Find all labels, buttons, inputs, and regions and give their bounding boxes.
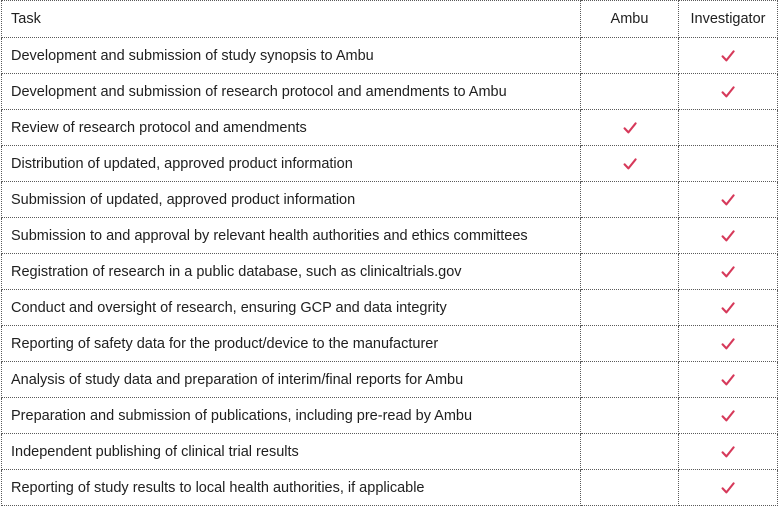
checkmark-icon — [623, 157, 637, 171]
responsibility-table — [1, 0, 778, 506]
ambu-cell — [581, 290, 679, 326]
investigator-cell — [679, 254, 778, 290]
investigator-cell — [679, 470, 778, 506]
ambu-cell — [581, 74, 679, 110]
table-row — [2, 74, 778, 110]
task-cell: Independent publishing of clinical trial results — [2, 434, 581, 470]
table-row — [2, 362, 778, 398]
checkmark-icon — [721, 193, 735, 207]
header-investigator: Investigator — [679, 1, 778, 38]
ambu-cell — [581, 326, 679, 362]
table-row — [2, 254, 778, 290]
investigator-cell — [679, 290, 778, 326]
investigator-cell — [679, 110, 778, 146]
header-ambu: Ambu — [581, 1, 679, 38]
task-cell: Registration of research in a public database, such as clinicaltrials.gov — [2, 254, 581, 290]
investigator-cell — [679, 398, 778, 434]
table-row — [2, 182, 778, 218]
investigator-cell — [679, 182, 778, 218]
investigator-cell — [679, 38, 778, 74]
task-cell: Development and submission of study synopsis to Ambu — [2, 38, 581, 74]
table-row — [2, 110, 778, 146]
ambu-cell — [581, 254, 679, 290]
task-cell: Submission to and approval by relevant health authorities and ethics committees — [2, 218, 581, 254]
task-cell: Reporting of safety data for the product/device to the manufacturer — [2, 326, 581, 362]
table-row — [2, 290, 778, 326]
header-row — [2, 1, 778, 38]
ambu-cell — [581, 218, 679, 254]
checkmark-icon — [721, 301, 735, 315]
table-row — [2, 326, 778, 362]
investigator-cell — [679, 326, 778, 362]
table-row — [2, 38, 778, 74]
checkmark-icon — [721, 229, 735, 243]
task-cell: Submission of updated, approved product information — [2, 182, 581, 218]
ambu-cell — [581, 146, 679, 182]
investigator-cell — [679, 146, 778, 182]
ambu-cell — [581, 38, 679, 74]
ambu-cell — [581, 182, 679, 218]
task-cell: Review of research protocol and amendments — [2, 110, 581, 146]
checkmark-icon — [721, 373, 735, 387]
investigator-cell — [679, 218, 778, 254]
task-cell: Conduct and oversight of research, ensuring GCP and data integrity — [2, 290, 581, 326]
table-row — [2, 218, 778, 254]
ambu-cell — [581, 470, 679, 506]
checkmark-icon — [623, 121, 637, 135]
table-row — [2, 146, 778, 182]
ambu-cell — [581, 434, 679, 470]
investigator-cell — [679, 362, 778, 398]
checkmark-icon — [721, 49, 735, 63]
ambu-cell — [581, 110, 679, 146]
ambu-cell — [581, 398, 679, 434]
header-task: Task — [2, 1, 581, 38]
table-body — [2, 38, 778, 506]
task-cell: Distribution of updated, approved product information — [2, 146, 581, 182]
task-cell: Reporting of study results to local health authorities, if applicable — [2, 470, 581, 506]
task-cell: Analysis of study data and preparation of interim/final reports for Ambu — [2, 362, 581, 398]
ambu-cell — [581, 362, 679, 398]
checkmark-icon — [721, 481, 735, 495]
investigator-cell — [679, 434, 778, 470]
checkmark-icon — [721, 409, 735, 423]
task-cell: Preparation and submission of publications, including pre-read by Ambu — [2, 398, 581, 434]
table-row — [2, 434, 778, 470]
checkmark-icon — [721, 445, 735, 459]
table-row — [2, 398, 778, 434]
checkmark-icon — [721, 85, 735, 99]
table-row — [2, 470, 778, 506]
checkmark-icon — [721, 337, 735, 351]
task-cell: Development and submission of research protocol and amendments to Ambu — [2, 74, 581, 110]
checkmark-icon — [721, 265, 735, 279]
investigator-cell — [679, 74, 778, 110]
